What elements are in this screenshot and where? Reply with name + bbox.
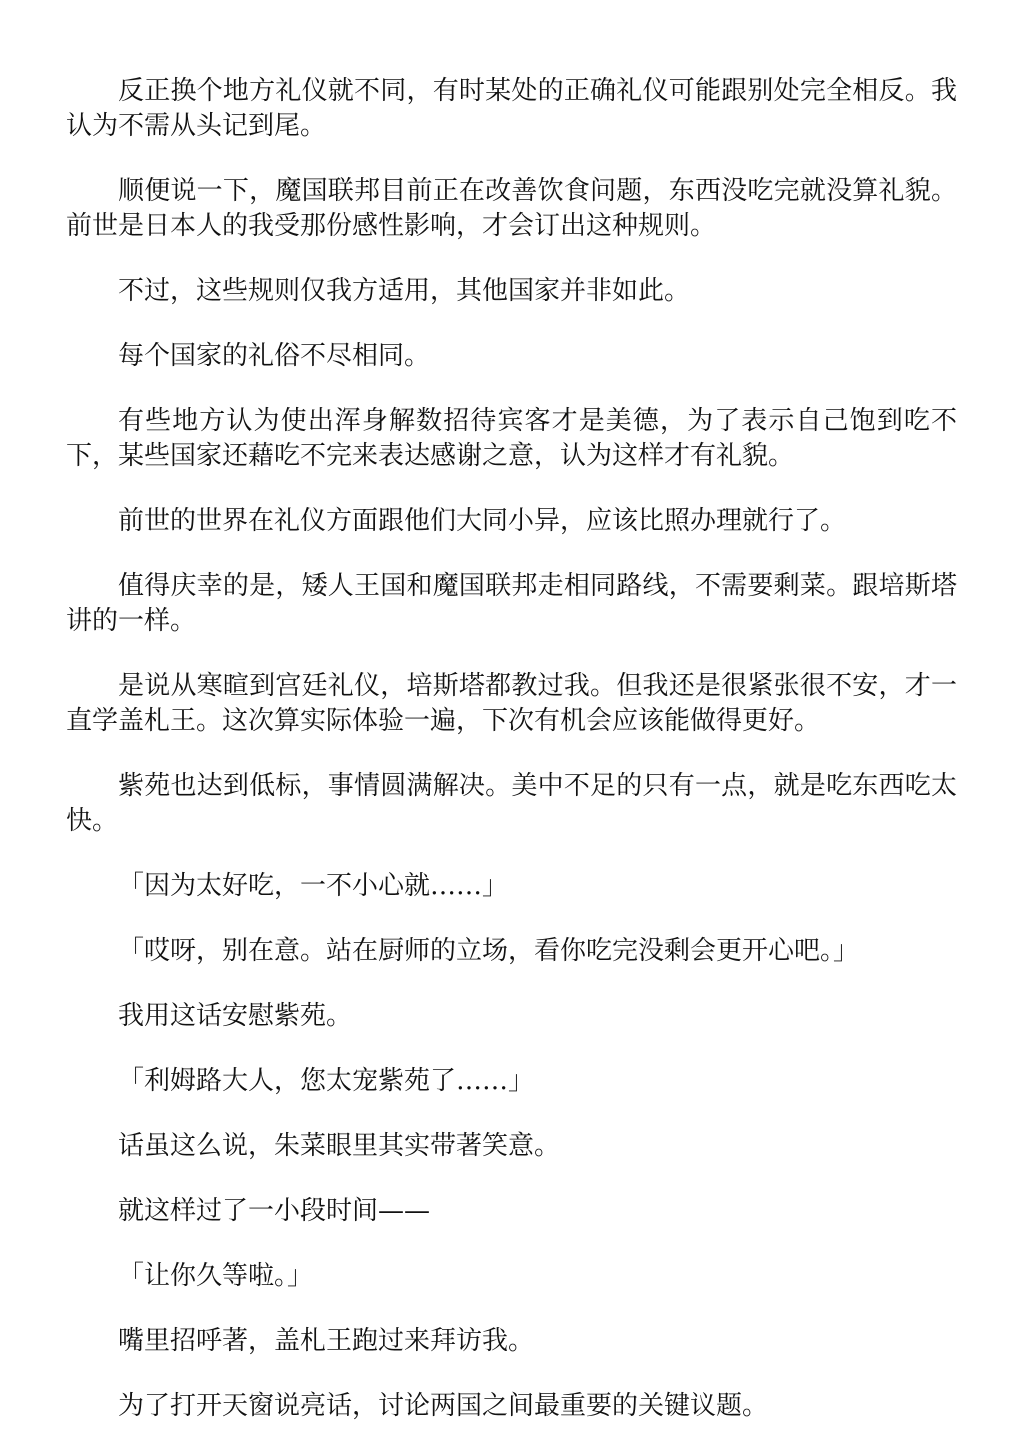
paragraph-16: 「让你久等啦。」 — [118, 1261, 314, 1291]
paragraph-6: 前世的世界在礼仪方面跟他们大同小异，应该比照办理就行了。 — [118, 506, 847, 536]
paragraph-5: 有些地方认为使出浑身解数招待宾客才是美德，为了表示自己饱到吃不下，某些国家还藉吃不完来表达感谢之意，认为这样才有礼貌。 — [66, 406, 957, 471]
paragraph-7: 值得庆幸的是，矮人王国和魔国联邦走相同路线，不需要剩菜。跟培斯塔讲的一样。 — [66, 571, 957, 636]
paragraph-8: 是说从寒暄到宫廷礼仪，培斯塔都教过我。但我还是很紧张很不安，才一直学盖札王。这次算实际体验一遍，下次有机会应该能做得更好。 — [66, 671, 957, 736]
paragraph-12: 我用这话安慰紫苑。 — [118, 1001, 353, 1031]
paragraph-13: 「利姆路大人，您太宠紫苑了……」 — [118, 1066, 535, 1096]
paragraph-17: 嘴里招呼著，盖札王跑过来拜访我。 — [118, 1326, 535, 1356]
paragraph-4: 每个国家的礼俗不尽相同。 — [118, 341, 431, 371]
paragraph-15: 就这样过了一小段时间—— — [118, 1196, 431, 1226]
paragraph-11: 「哎呀，别在意。站在厨师的立场，看你吃完没剩会更开心吧。」 — [118, 936, 860, 966]
paragraph-2: 顺便说一下，魔国联邦目前正在改善饮食问题，东西没吃完就没算礼貌。前世是日本人的我受那份感性影响，才会订出这种规则。 — [66, 176, 957, 241]
paragraph-10: 「因为太好吃，一不小心就……」 — [118, 871, 509, 901]
paragraph-18: 为了打开天窗说亮话，讨论两国之间最重要的关键议题。 — [118, 1391, 769, 1421]
paragraph-14: 话虽这么说，朱菜眼里其实带著笑意。 — [118, 1131, 561, 1161]
paragraph-9: 紫苑也达到低标，事情圆满解决。美中不足的只有一点，就是吃东西吃太快。 — [66, 771, 957, 836]
paragraph-3: 不过，这些规则仅我方适用，其他国家并非如此。 — [118, 276, 691, 306]
paragraph-1: 反正换个地方礼仪就不同，有时某处的正确礼仪可能跟别处完全相反。我认为不需从头记到尾。 — [66, 76, 957, 141]
